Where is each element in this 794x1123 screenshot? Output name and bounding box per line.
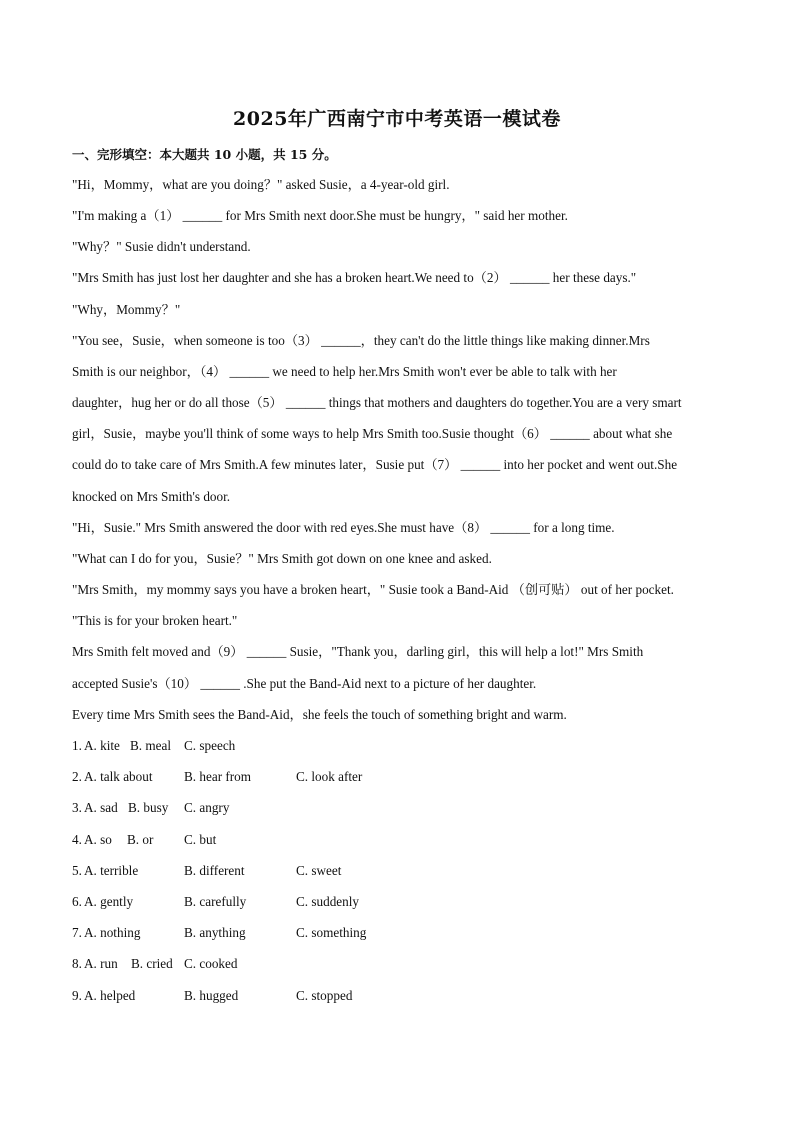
- option-a: A. run: [84, 956, 118, 971]
- passage-line: "I'm making a（1） ______ for Mrs Smith next door.She must be hungry，" said her mother.: [72, 208, 568, 223]
- option-b: B. different: [184, 863, 245, 878]
- passage-line: "Why，Mommy？": [72, 302, 181, 317]
- option-a: A. sad: [84, 800, 118, 815]
- option-c: C. sweet: [296, 863, 342, 878]
- passage-line: Smith is our neighbor，（4） ______ we need to help her.Mrs Smith won't ever be able to talk with her: [72, 364, 617, 379]
- passage-line: could do to take care of Mrs Smith.A few minutes later，Susie put（7） ______ into her pocket and went out.She: [72, 457, 678, 472]
- option-b: B. hugged: [184, 988, 239, 1003]
- question-number: 5.: [72, 863, 82, 878]
- option-a: A. helped: [84, 988, 136, 1003]
- section-heading: 一、完形填空：本大题共 10 小题，共 15 分。: [72, 147, 337, 162]
- passage-line: "What can I do for you，Susie？" Mrs Smith got down on one knee and asked.: [72, 551, 492, 566]
- option-b: B. or: [127, 832, 154, 847]
- option-a: A. so: [84, 832, 112, 847]
- option-a: A. kite: [84, 738, 120, 753]
- option-a: A. gently: [84, 894, 134, 909]
- option-a: A. talk about: [84, 769, 153, 784]
- question-number: 7.: [72, 925, 82, 940]
- option-b: B. cried: [131, 956, 173, 971]
- question-number: 8.: [72, 956, 82, 971]
- option-b: B. hear from: [184, 769, 252, 784]
- passage-line: Every time Mrs Smith sees the Band-Aid，she feels the touch of something bright and warm.: [72, 707, 567, 722]
- option-c: C. cooked: [184, 956, 238, 971]
- option-c: C. angry: [184, 800, 230, 815]
- passage-line: "Hi，Mommy，what are you doing？" asked Susie，a 4-year-old girl.: [72, 177, 450, 192]
- option-b: B. busy: [128, 800, 169, 815]
- question-number: 2.: [72, 769, 82, 784]
- passage-line: "You see，Susie，when someone is too（3） ______，they can't do the little things like making dinner.Mrs: [72, 333, 650, 348]
- option-b: B. meal: [130, 738, 172, 753]
- passage-line: accepted Susie's（10） ______ .She put the Band-Aid next to a picture of her daughter.: [72, 676, 537, 691]
- option-b: B. carefully: [184, 894, 247, 909]
- option-c: C. but: [184, 832, 217, 847]
- question-number: 1.: [72, 738, 82, 753]
- question-number: 4.: [72, 832, 82, 847]
- option-c: C. stopped: [296, 988, 353, 1003]
- passage-line: "Hi，Susie." Mrs Smith answered the door with red eyes.She must have（8） ______ for a long time.: [72, 520, 615, 535]
- passage-line: "Mrs Smith has just lost her daughter and she has a broken heart.We need to（2） ______ her these days.": [72, 270, 637, 285]
- option-c: C. look after: [296, 769, 363, 784]
- passage-line: "This is for your broken heart.": [72, 613, 238, 628]
- option-a: A. nothing: [84, 925, 141, 940]
- passage-line: "Mrs Smith，my mommy says you have a broken heart，" Susie took a Band-Aid （创可贴） out of her pocket.: [72, 582, 674, 597]
- option-b: B. anything: [184, 925, 246, 940]
- passage-line: Mrs Smith felt moved and（9） ______ Susie，"Thank you，darling girl，this will help a lot!" Mrs Smith: [72, 644, 644, 659]
- passage-line: "Why？" Susie didn't understand.: [72, 239, 251, 254]
- question-number: 9.: [72, 988, 82, 1003]
- question-number: 3.: [72, 800, 82, 815]
- passage-line: knocked on Mrs Smith's door.: [72, 489, 231, 504]
- option-c: C. something: [296, 925, 367, 940]
- option-c: C. suddenly: [296, 894, 360, 909]
- option-a: A. terrible: [84, 863, 139, 878]
- option-c: C. speech: [184, 738, 236, 753]
- passage-line: girl，Susie，maybe you'll think of some ways to help Mrs Smith too.Susie thought（6） ______ about what she: [72, 426, 673, 441]
- passage-line: daughter，hug her or do all those（5） ______ things that mothers and daughters do together.You are a very smart: [72, 395, 682, 410]
- page-title: 2025年广西南宁市中考英语一模试卷: [233, 108, 561, 130]
- question-number: 6.: [72, 894, 82, 909]
